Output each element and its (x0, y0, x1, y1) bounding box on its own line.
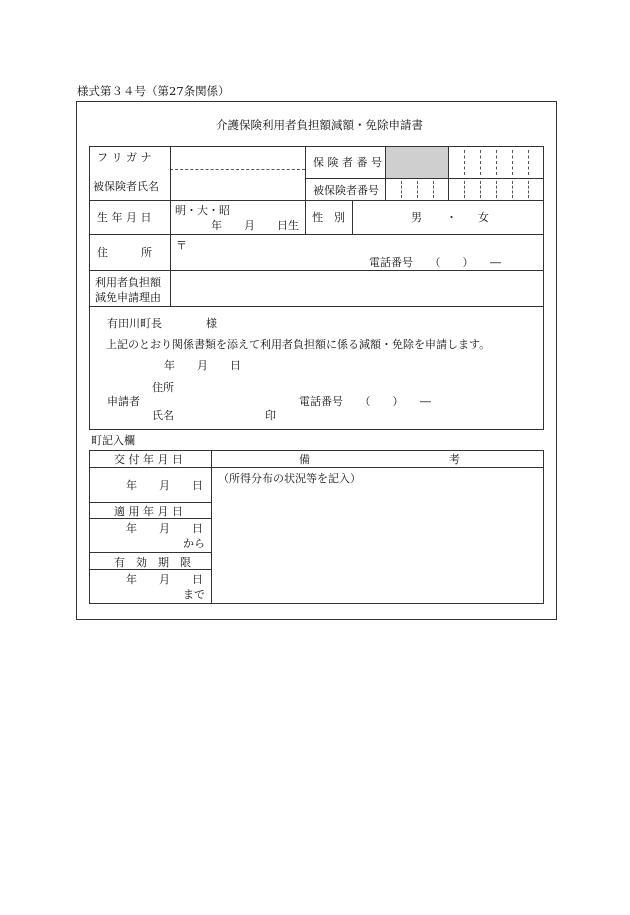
remarks-label-1: 備 (299, 453, 310, 466)
remarks-input[interactable] (212, 488, 543, 603)
apply-date-label: 適 用 年 月 日 (114, 505, 183, 518)
remarks-label-2: 考 (449, 453, 460, 466)
applicant-name-label: 氏名 (152, 409, 174, 422)
address-input[interactable] (190, 238, 540, 252)
apply-from-label: から (183, 537, 205, 550)
phone-number-row[interactable]: 電話番号 （ ） ― (369, 256, 501, 269)
declaration-statement: 上記のとおり関係書類を添えて利用者負担額に係る減額・免除を申請します。 (106, 338, 491, 351)
insurer-number-label: 保 険 者 番 号 (313, 156, 382, 169)
applicant-phone-row[interactable]: 電話番号 （ ） ― (299, 395, 431, 408)
declaration-date[interactable]: 年 月 日 (164, 359, 241, 372)
reason-input[interactable] (171, 271, 543, 306)
insurer-number-input[interactable] (449, 148, 543, 177)
valid-period-value[interactable]: 年 月 日 (126, 573, 203, 586)
postal-mark: 〒 (176, 239, 187, 252)
insurer-number-shaded-cells (386, 147, 448, 178)
addressee: 有田川町長 様 (107, 317, 217, 330)
issue-date-label: 交 付 年 月 日 (114, 453, 183, 466)
furigana-input[interactable] (171, 150, 305, 168)
birth-date-label: 生 年 月 日 (97, 211, 152, 224)
furigana-label: フ リ ガ ナ (97, 151, 152, 164)
form-number: 様式第３４号（第27条関係） (77, 84, 230, 98)
insured-name-input[interactable] (171, 172, 305, 199)
gender-label: 性 別 (312, 211, 345, 224)
gender-male-option[interactable]: 男 (411, 211, 422, 224)
applicant-address-label: 住所 (152, 381, 174, 394)
apply-date-value[interactable]: 年 月 日 (126, 522, 203, 535)
valid-period-label: 有 効 期 限 (114, 556, 191, 569)
applicant-label: 申請者 (107, 395, 140, 408)
reason-label-line1: 利用者負担額 (95, 276, 161, 289)
insured-name-label: 被保険者氏名 (93, 180, 159, 193)
valid-until-label: まで (183, 588, 205, 601)
address-label: 住 所 (97, 246, 152, 259)
era-choices[interactable]: 明・大・昭 (175, 204, 230, 217)
reason-label-line2: 減免申請理由 (95, 291, 161, 304)
insured-number-label: 被保険者番号 (313, 184, 379, 197)
seal-mark: 印 (265, 409, 276, 422)
birth-date-input[interactable]: 年 月 日生 (211, 219, 299, 232)
gender-female-option[interactable]: 女 (478, 211, 489, 224)
remarks-note: （所得分布の状況等を記入） (218, 472, 361, 485)
form-title: 介護保険利用者負担額減額・免除申請書 (216, 118, 423, 132)
office-use-heading: 町記入欄 (91, 434, 135, 447)
insured-number-input[interactable] (386, 180, 543, 199)
gender-separator: ・ (446, 211, 457, 224)
issue-date-value[interactable]: 年 月 日 (126, 479, 203, 492)
